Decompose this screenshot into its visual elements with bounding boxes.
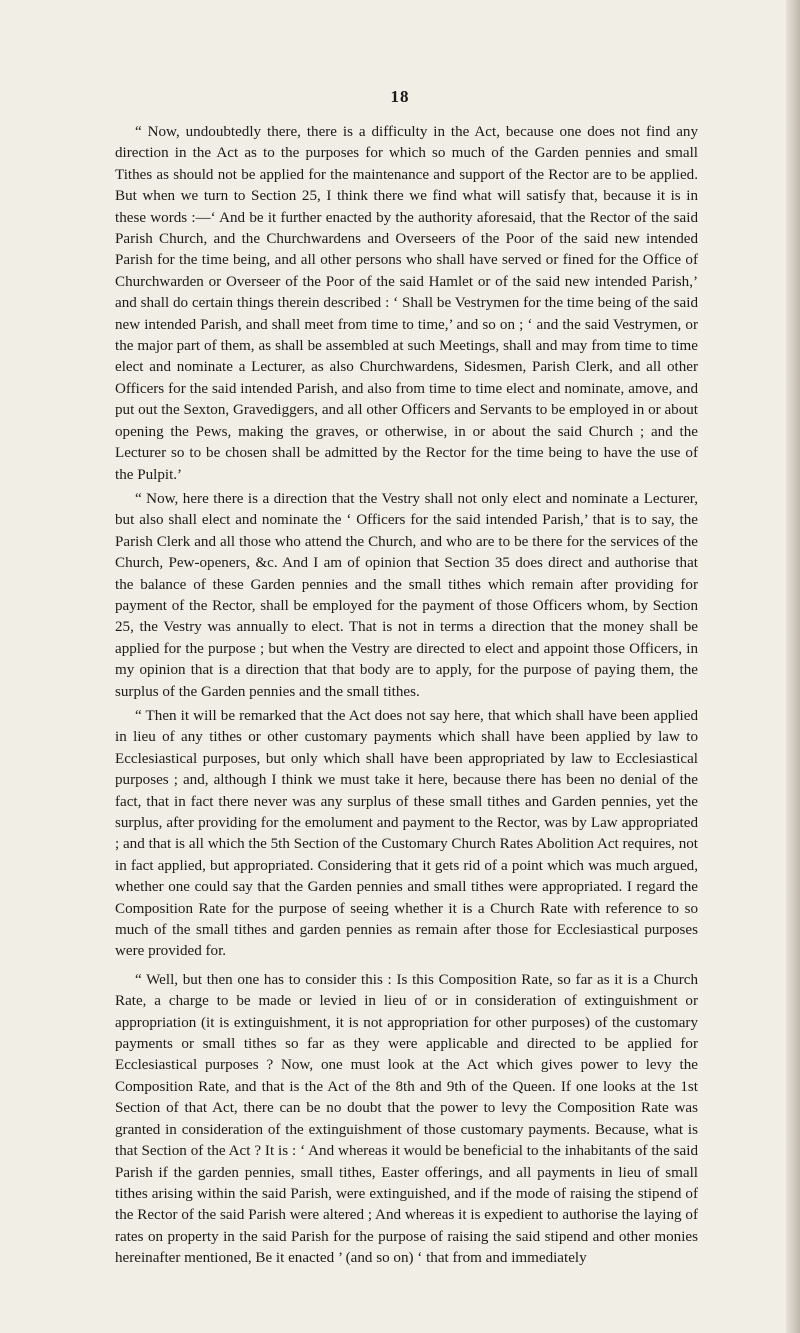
page-edge xyxy=(786,0,800,1333)
paragraph: “ Then it will be remarked that the Act does not say here, that which shall have been applied in lieu of any tithes or other customary payments which shall have been applied by law to Ecclesiastical purposes, but only which shall have been appropriated by law to Ecclesiastical purposes ; and, although I think we must take it here, because there has been no denial of the fact, that in fact there never was any surplus of these small tithes and Garden pennies, yet the surplus, after providing for the emolument and payment to the Rector, was by Law appropriated ; and that is all which the 5th Section of the Customary Church Rates Abolition Act requires, not in fact applied, but appropriated. Considering that it gets rid of a point which was much argued, whether one could say that the Garden pennies and small tithes were appropriated. I regard the Composition Rate for the purpose of seeing whether it is a Church Rate with reference to so much of the small tithes and garden pennies as remain after those for Ecclesiastical purposes were provided for. xyxy=(115,707,698,960)
page-number: 18 xyxy=(390,87,410,106)
paragraph: “ Well, but then one has to consider this : Is this Composition Rate, so far as it is a Church Rate, a charge to be made or levied in lieu of or in consideration of extinguishment or appropriation (it is extinguishment, it is not appropriation for other purposes) of the customary payments or small tithes so far as they were applicable and directed to be applied for Ecclesiastical purposes ? Now, one must look at the Act which gives power to levy the Composition Rate, and that is the Act of the 8th and 9th of the Queen. If one looks at the 1st Section of that Act, there can be no doubt that the power to levy the Composition Rate was granted in consideration of the extinguishment of those customary payments. Because, what is that Section of the Act ? It is : ‘ And whereas it would be beneficial to the inhabitants of the said Parish if the garden pennies, small tithes, Easter offerings, and all payments in lieu of small tithes arising within the said Parish, were extinguished, and if the mode of raising the stipend of the Rector of the said Parish were altered ; And whereas it is expedient to authorise the laying of rates on property in the said Parish for the purpose of raising the said stipend and other monies hereinafter mentioned, Be it enacted ’ (and so on) ‘ that from and immediately xyxy=(115,971,698,1267)
body-text xyxy=(115,122,698,1273)
paragraph: “ Now, here there is a direction that the Vestry shall not only elect and nominate a Lecturer, but also shall elect and nominate the ‘ Officers for the said intended Parish,’ that is to say, the Parish Clerk and all those who attend the Church, and who are to be there for the services of the Church, Pew-openers, &c. And I am of opinion that Section 35 does direct and authorise that the balance of these Garden pennies and the small tithes which remain after providing for payment of the Rector, shall be employed for the payment of those Officers whom, by Section 25, the Vestry was annually to elect. That is not in terms a direction that the money shall be applied for the purpose ; but when the Vestry are directed to elect and appoint those Officers, in my opinion that is a direction that that body are to apply, for the purpose of paying them, the surplus of the Garden pennies and the small tithes. xyxy=(115,490,698,700)
paragraph: “ Now, undoubtedly there, there is a difficulty in the Act, because one does not find any direction in the Act as to the purposes for which so much of the Garden pennies and small Tithes as should not be applied for the maintenance and support of the Rector are to be applied. But when we turn to Section 25, I think there we find what will satisfy that, because it is in these words :—‘ And be it further enacted by the authority aforesaid, that the Rector of the said Parish Church, and the Churchwardens and Overseers of the Poor of the said new intended Parish for the time being, and all other persons who shall have served or fined for the Office of Churchwarden or Overseer of the Poor of the said Hamlet or of the said new intended Parish,’ and shall do certain things therein described : ‘ Shall be Vestrymen for the time being of the said new intended Parish, and shall meet from time to time,’ and so on ; ‘ and the said Vestrymen, or the major part of them, as shall be assembled at such Meetings, shall and may from time to time elect and nominate a Lecturer, as also Churchwardens, Sidesmen, Parish Clerk, and all other Officers for the said intended Parish, and also from time to time elect and nominate, amove, and put out the Sexton, Gravediggers, and all other Officers and Servants to be employed in or about opening the Pews, making the graves, or otherwise, in or about the said Church ; and the Lecturer so to be chosen shall be admitted by the Rector for the time being to have the use of the Pulpit.’ xyxy=(115,124,698,483)
